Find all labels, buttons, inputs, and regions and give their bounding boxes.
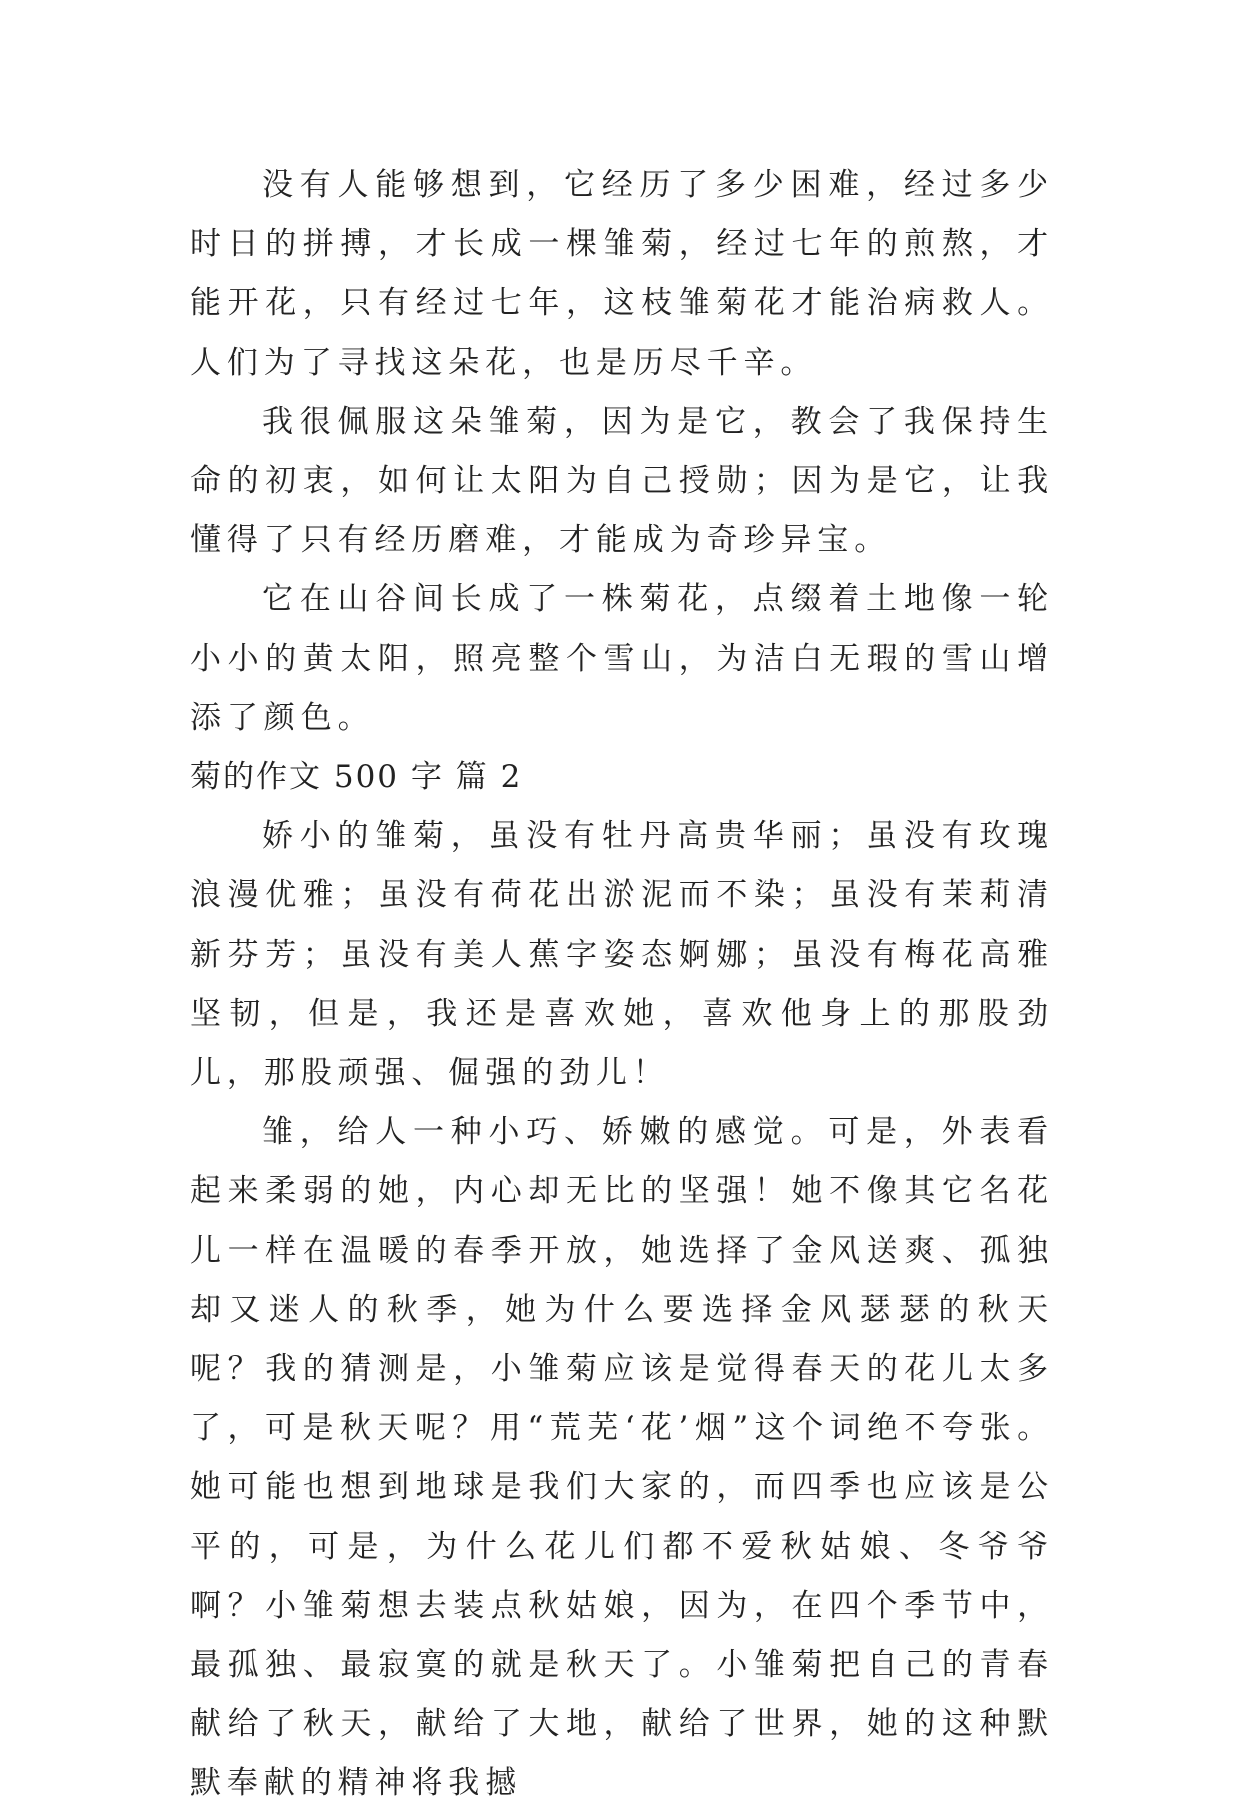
document-body <box>190 156 1054 1814</box>
paragraph-5: 雏，给人一种小巧、娇嫩的感觉。可是，外表看起来柔弱的她，内心却无比的坚强！她不像其它名花儿一样在温暖的春季开放，她选择了金风送爽、孤独却又迷人的秋季，她为什么要选择金风瑟瑟的秋天呢？我的猜测是，小雏菊应该是觉得春天的花儿太多了，可是秋天呢？用“荒芜‘花’烟”这个词绝不夸张。她可能也想到地球是我们大家的，而四季也应该是公平的，可是，为什么花儿们都不爱秋姑娘、冬爷爷啊？小雏菊想去装点秋姑娘，因为，在四个季节中，最孤独、最寂寞的就是秋天了。小雏菊把自己的青春献给了秋天，献给了大地，献给了世界，她的这种默默奉献的精神将我撼 <box>190 1114 1054 1802</box>
section-heading: 菊的作文 500 字 篇 2 <box>190 759 523 796</box>
paragraph-2: 我很佩服这朵雏菊，因为是它，教会了我保持生命的初衷，如何让太阳为自己授勋；因为是它，让我懂得了只有经历磨难，才能成为奇珍异宝。 <box>190 403 1054 559</box>
paragraph-3: 它在山谷间长成了一株菊花，点缀着土地像一轮小小的黄太阳，照亮整个雪山，为洁白无瑕的雪山增添了颜色。 <box>190 581 1054 736</box>
paragraph-1: 没有人能够想到，它经历了多少困难，经过多少时日的拼搏，才长成一棵雏菊，经过七年的煎熬，才能开花，只有经过七年，这枝雏菊花才能治病救人。人们为了寻找这朵花，也是历尽千辛。 <box>190 167 1054 381</box>
paragraph-4: 娇小的雏菊，虽没有牡丹高贵华丽；虽没有玫瑰浪漫优雅；虽没有荷花出淤泥而不染；虽没有茉莉清新芬芳；虽没有美人蕉字姿态婀娜；虽没有梅花高雅坚韧，但是，我还是喜欢她，喜欢他身上的那股劲儿，那股顽强、倔强的劲儿！ <box>190 818 1054 1092</box>
